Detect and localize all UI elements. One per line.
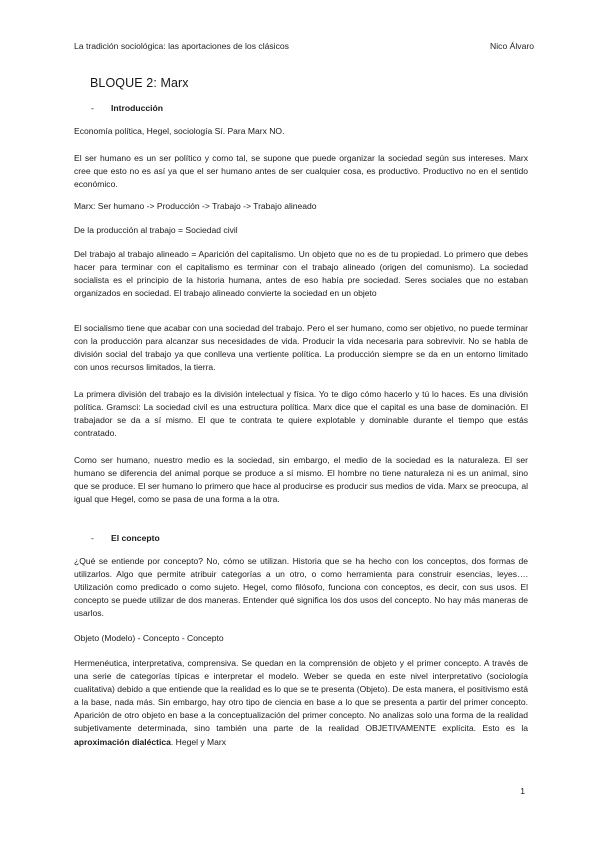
- section-heading-introduccion: [91, 103, 163, 113]
- section-heading-el-concepto: [91, 533, 160, 543]
- paragraph: El ser humano es un ser político y como tal, se supone que puede organizar la sociedad según sus intereses. Marx cree que esto no es así ya que el ser humano antes de ser cualquier cosa, es productivo. Productivo no en el sentido económico.: [74, 153, 528, 190]
- section-heading-label: Introducción: [111, 103, 164, 113]
- bullet-dash: -: [91, 103, 94, 113]
- page-title: BLOQUE 2: Marx: [90, 76, 189, 90]
- header-author: Nico Álvaro: [490, 41, 534, 51]
- paragraph: ¿Qué se entiende por concepto? No, cómo se utilizan. Historia que se ha hecho con los conceptos, dos formas de utilizarlos. Algo que permite atribuir categorías a un otro, o como herramienta para construir esencias, leyes…. Utilización como predicado o como sujeto. Hegel, como filósofo, funciona con conceptos, es decir, con sus usos. El concepto se puede utilizar de dos maneras. Entender qué significa los dos usos del concepto. No hay más maneras de usarlos.: [74, 556, 528, 619]
- paragraph: El socialismo tiene que acabar con una sociedad del trabajo. Pero el ser humano, como ser objetivo, no puede terminar con la producción para alcanzar sus necesidades de vida. Producir la vida necesaria para sobrevivir. No se habla de división social del trabajo ya que conlleva una vertiente política. La producción siempre se da en un entorno limitado con unos recursos limitados, la tierra.: [74, 323, 528, 373]
- paragraph: Como ser humano, nuestro medio es la sociedad, sin embargo, el medio de la sociedad es la naturaleza. El ser humano se diferencia del animal porque se produce a sí mismo. El hombre no tiene naturaleza ni es un animal, sino que se produce. El ser humano lo primero que hace al producirse es producir sus medios de vida. Marx se preocupa, al igual que Hegel, como se pasa de una forma a la otra.: [74, 455, 528, 505]
- emphasis-term: aproximación dialéctica: [74, 736, 171, 747]
- paragraph: Marx: Ser humano -> Producción -> Trabajo -> Trabajo alineado: [74, 201, 317, 211]
- paragraph: La primera división del trabajo es la división intelectual y física. Yo te digo cómo hacerlo y tú lo haces. Es una división política. Gramsci: La sociedad civil es una estructura política. Marx dice que el capital es una base de dominación. El trabajador se da a sí mismo. El que te contrata te quiere explotable y dominable durante el tiempo que estás contratado.: [74, 389, 528, 439]
- paragraph: Del trabajo al trabajo alineado = Aparición del capitalismo. Un objeto que no es de tu propiedad. Lo primero que debes hacer para terminar con el capitalismo es terminar con el trabajo alineado (origen del comunismo). La sociedad socialista es el principio de la historia humana, antes de eso había pre sociedad. Seres sociales que no estaban organizados en sociedad. El trabajo alineado convierte la sociedad en un objeto: [74, 249, 528, 299]
- paragraph: [74, 657, 528, 749]
- paragraph-text: . Hegel y Marx: [170, 736, 227, 747]
- paragraph-text: Hermenéutica, interpretativa, comprensiva. Se quedan en la comprensión de objeto y el primer concepto. A través de una serie de categorías típicas e interpretar el modelo. Weber se queda en este nivel interpretativo (sociología cualitativa) debido a que entiende que la realidad es lo que se te presenta (Objeto). De esta manera, el positivismo está a la base, nada más. Sin embargo, hay otro tipo de ciencia en base a lo que se presenta a partir del primer concepto. Aparición de otro objeto en base a la conceptualización del primer concepto. No analizas solo una forma de la realidad subjetivamente determinada, sino también una parte de la realidad OBJETIVAMENTE explícita. Esto es la: [74, 658, 528, 734]
- paragraph: De la producción al trabajo = Sociedad civil: [74, 225, 238, 235]
- bullet-dash: -: [91, 533, 94, 543]
- page-number: 1: [520, 786, 525, 796]
- section-heading-label: El concepto: [111, 533, 160, 543]
- paragraph: Economía política, Hegel, sociología Sí. Para Marx NO.: [74, 126, 285, 136]
- paragraph: Objeto (Modelo) - Concepto - Concepto: [74, 633, 224, 643]
- header-course-title: La tradición sociológica: las aportaciones de los clásicos: [74, 41, 289, 51]
